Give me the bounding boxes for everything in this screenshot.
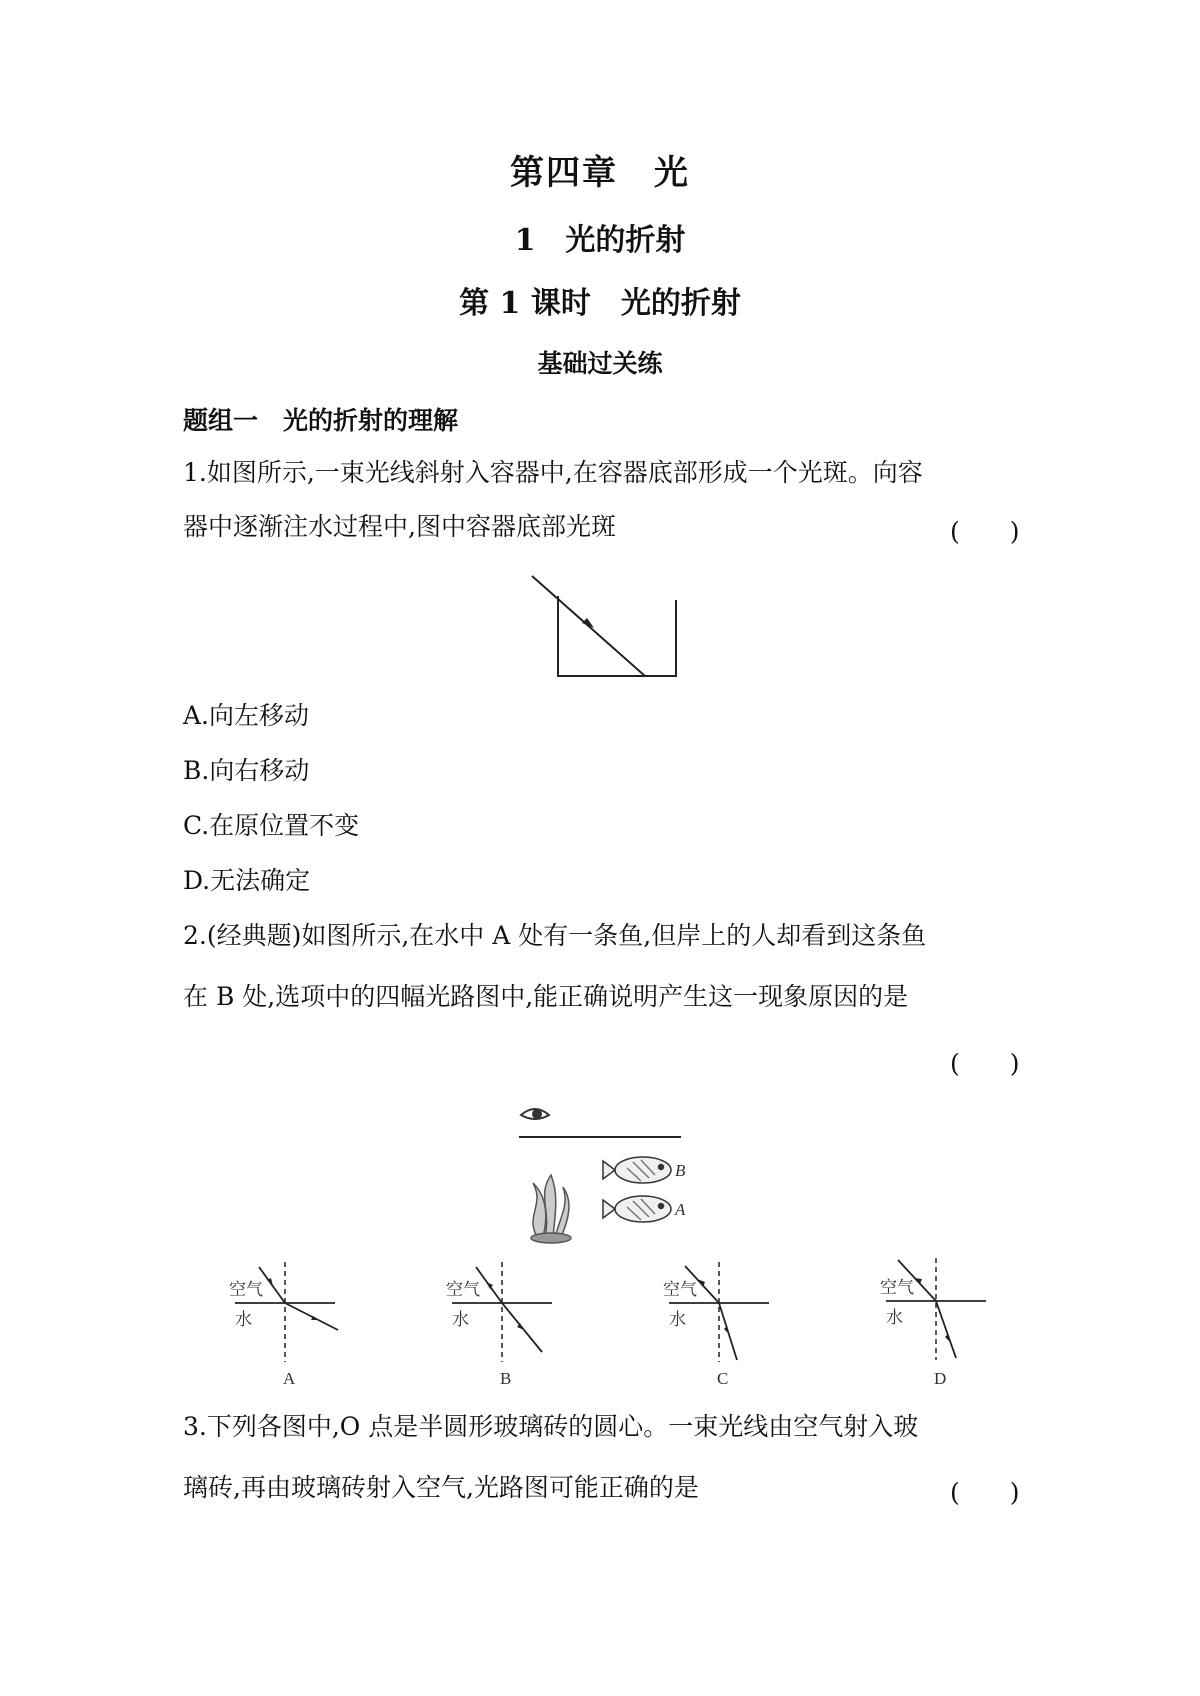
q1-option-b: B.向右移动 xyxy=(183,756,310,785)
group-title: 题组一 光的折射的理解 xyxy=(183,406,459,435)
air-label: 空气 xyxy=(663,1280,697,1300)
diagram-label: B xyxy=(500,1369,512,1388)
q2-line1: 2.(经典题)如图所示,在水中 A 处有一条鱼,但岸上的人却看到这条鱼 xyxy=(183,921,927,950)
q3-line2: 璃砖,再由玻璃砖射入空气,光路图可能正确的是 xyxy=(183,1473,699,1502)
diagram-a xyxy=(225,1262,345,1392)
practice-title: 基础过关练 xyxy=(537,349,663,378)
q1-option-a: A.向左移动 xyxy=(183,701,310,730)
fish-icon xyxy=(603,1157,671,1183)
diagram-label: D xyxy=(934,1369,947,1388)
chapter-title: 第四章 光 xyxy=(510,153,690,193)
q1-answer-paren: ( ) xyxy=(950,517,1020,546)
diagram-label: C xyxy=(717,1369,729,1388)
lesson-title: 第 1 课时 光的折射 xyxy=(459,286,741,321)
q1-container-diagram xyxy=(520,570,690,680)
q3-answer-paren: ( ) xyxy=(950,1478,1020,1507)
q1-option-c: C.在原位置不变 xyxy=(183,811,360,840)
q2-answer-paren: ( ) xyxy=(950,1049,1020,1078)
fish-icon xyxy=(603,1196,671,1222)
fish-label-b: B xyxy=(675,1161,686,1180)
q2-fish-scene xyxy=(515,1095,705,1245)
q1-line2: 器中逐渐注水过程中,图中容器底部光斑 xyxy=(183,512,616,541)
section-title: 1 光的折射 xyxy=(514,223,686,258)
diagram-d xyxy=(876,1258,996,1392)
water-label: 水 xyxy=(669,1310,686,1330)
air-label: 空气 xyxy=(446,1280,480,1300)
air-label: 空气 xyxy=(229,1280,263,1300)
fish-label-a: A xyxy=(675,1200,686,1219)
q3-line1: 3.下列各图中,O 点是半圆形玻璃砖的圆心。一束光线由空气射入玻 xyxy=(183,1412,919,1441)
diagram-b xyxy=(442,1262,562,1392)
q2-line2: 在 B 处,选项中的四幅光路图中,能正确说明产生这一现象原因的是 xyxy=(183,982,909,1011)
water-label: 水 xyxy=(235,1310,252,1330)
diagram-label: A xyxy=(283,1369,296,1388)
diagram-c xyxy=(659,1262,779,1392)
air-label: 空气 xyxy=(880,1278,914,1298)
water-label: 水 xyxy=(452,1310,469,1330)
water-label: 水 xyxy=(886,1308,903,1328)
q1-option-d: D.无法确定 xyxy=(183,866,311,895)
eye-icon xyxy=(521,1109,549,1119)
seaweed-icon xyxy=(531,1175,571,1243)
q1-line1: 1.如图所示,一束光线斜射入容器中,在容器底部形成一个光斑。向容 xyxy=(183,458,923,487)
